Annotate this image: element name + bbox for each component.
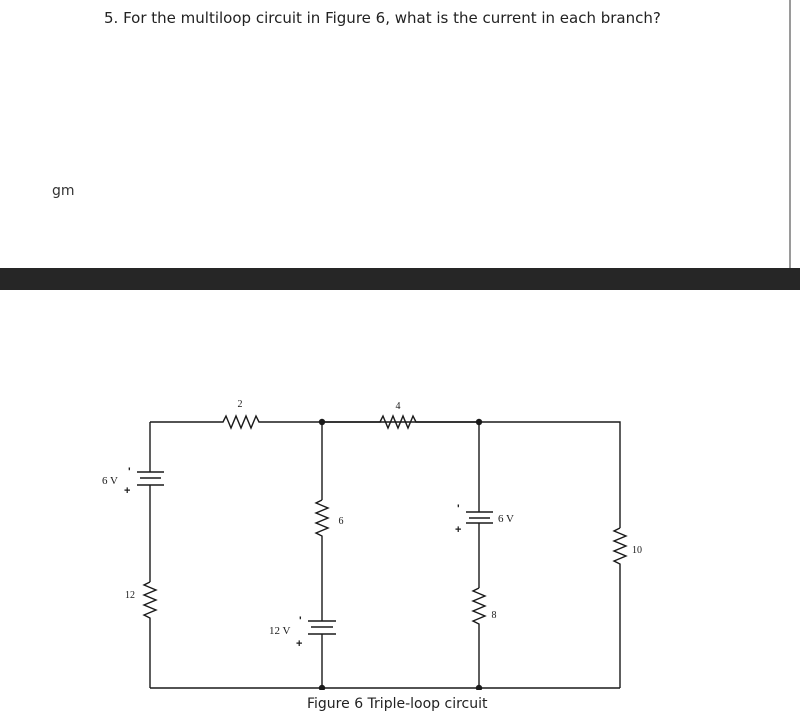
label-r-2: 2 xyxy=(237,399,243,410)
polarity-left-minus: ' xyxy=(128,466,131,478)
polarity-right-minus: ' xyxy=(457,503,460,515)
resistor-8 xyxy=(473,588,485,688)
page-edge-line xyxy=(789,0,791,268)
label-r-8: 8 xyxy=(491,610,497,621)
label-battery-left: 6 V xyxy=(102,475,118,487)
label-r-6: 6 xyxy=(338,516,344,527)
polarity-right-plus: + xyxy=(455,524,462,536)
wire-top-mid xyxy=(322,416,479,428)
junction-top-right xyxy=(476,419,482,425)
polarity-left-plus: + xyxy=(124,485,131,497)
resistor-10 xyxy=(614,528,626,688)
junction-bottom-right xyxy=(476,685,482,690)
label-battery-middle: 12 V xyxy=(269,625,291,637)
side-label: gm xyxy=(52,183,75,199)
figure-caption: Figure 6 Triple-loop circuit xyxy=(307,696,488,712)
circuit-diagram xyxy=(0,290,800,690)
resistor-6 xyxy=(316,500,328,621)
junction-bottom-middle xyxy=(319,685,325,690)
label-r-10: 10 xyxy=(632,545,642,556)
resistor-12 xyxy=(144,582,156,688)
polarity-middle-plus: + xyxy=(296,638,303,650)
label-r-12: 12 xyxy=(125,590,135,601)
junction-top-middle xyxy=(319,419,325,425)
polarity-middle-minus: ' xyxy=(299,615,302,627)
label-battery-right: 6 V xyxy=(498,513,514,525)
section-divider xyxy=(0,268,800,290)
label-r-4: 4 xyxy=(395,401,401,412)
question-text: 5. For the multiloop circuit in Figure 6, what is the current in each branch? xyxy=(104,9,661,27)
